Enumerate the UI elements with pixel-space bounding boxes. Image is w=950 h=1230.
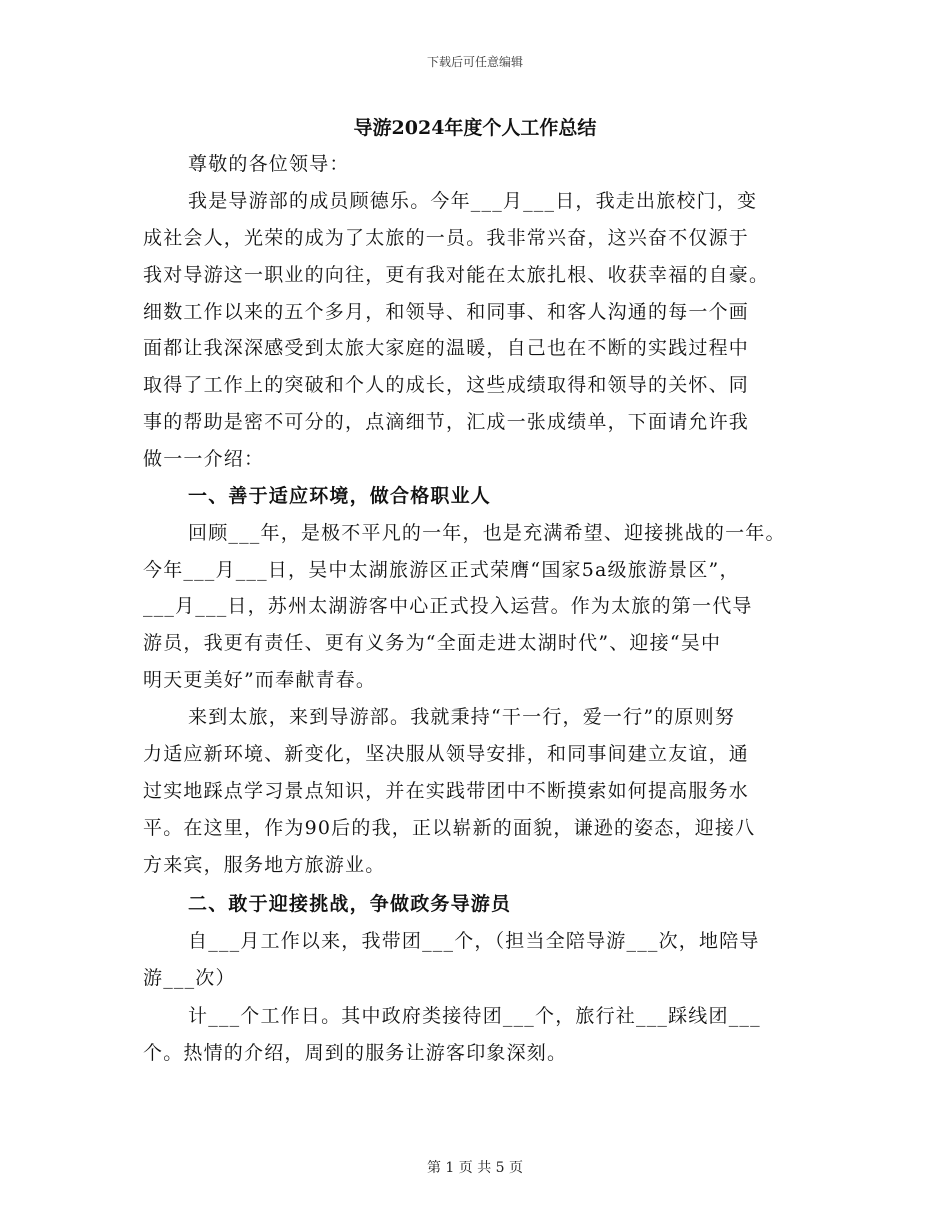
paragraph-line: 计___个工作日。其中政府类接待团___个，旅行社___踩线团___ bbox=[188, 1005, 761, 1027]
paragraph-line: 游___次） bbox=[143, 967, 236, 989]
document-title: 导游2024年度个人工作总结 bbox=[353, 117, 597, 139]
paragraph-line: 回顾___年，是极不平凡的一年，也是充满希望、迎接挑战的一年。 bbox=[188, 522, 786, 544]
paragraph-line: 事的帮助是密不可分的，点滴细节，汇成一张成绩单，下面请允许我 bbox=[143, 411, 750, 433]
paragraph-line: 明天更美好”而奉献青春。 bbox=[143, 669, 377, 691]
paragraph-line: ___月___日，苏州太湖游客中心正式投入运营。作为太旅的第一代导 bbox=[143, 595, 753, 617]
paragraph-line: 方来宾，服务地方旅游业。 bbox=[143, 854, 386, 876]
paragraph-line: 面都让我深深感受到太旅大家庭的温暖，自己也在不断的实践过程中 bbox=[143, 337, 750, 359]
paragraph-line: 做一一介绍： bbox=[143, 448, 265, 470]
paragraph-line: 我对导游这一职业的向往，更有我对能在太旅扎根、收获幸福的自豪。 bbox=[143, 264, 770, 286]
salutation: 尊敬的各位领导： bbox=[188, 153, 350, 175]
paragraph-line: 力适应新环境、新变化，坚决服从领导安排，和同事间建立友谊，通 bbox=[143, 743, 750, 765]
paragraph-line: 细数工作以来的五个多月，和领导、和同事、和客人沟通的每一个画 bbox=[143, 301, 750, 323]
paragraph-line: 过实地踩点学习景点知识，并在实践带团中不断摸索如何提高服务水 bbox=[143, 780, 750, 802]
paragraph-line: 取得了工作上的突破和个人的成长，这些成绩取得和领导的关怀、同 bbox=[143, 374, 750, 396]
paragraph-line: 我是导游部的成员顾德乐。今年___月___日，我走出旅校门，变 bbox=[188, 190, 758, 212]
paragraph-line: 个。热情的介绍，周到的服务让游客印象深刻。 bbox=[143, 1042, 568, 1064]
paragraph-line: 游员，我更有责任、更有义务为“全面走进太湖时代”、迎接“吴中 bbox=[143, 632, 722, 654]
paragraph-line: 来到太旅，来到导游部。我就秉持“干一行，爱一行”的原则努 bbox=[188, 706, 736, 728]
section-heading: 二、敢于迎接挑战，争做政务导游员 bbox=[188, 893, 512, 915]
page-footer: 第 1 页 共 5 页 bbox=[426, 1160, 524, 1176]
paragraph-line: 平。在这里，作为90后的我，正以崭新的面貌，谦逊的姿态，迎接八 bbox=[143, 817, 756, 839]
paragraph-line: 今年___月___日，吴中太湖旅游区正式荣膺“国家5a级旅游景区”， bbox=[143, 559, 740, 581]
section-heading: 一、善于适应环境，做合格职业人 bbox=[188, 485, 492, 507]
paragraph-line: 自___月工作以来，我带团___个，（担当全陪导游___次，地陪导 bbox=[188, 930, 760, 952]
page-header: 下载后可任意编辑 bbox=[426, 55, 523, 69]
paragraph-line: 成社会人，光荣的成为了太旅的一员。我非常兴奋，这兴奋不仅源于 bbox=[143, 227, 750, 249]
